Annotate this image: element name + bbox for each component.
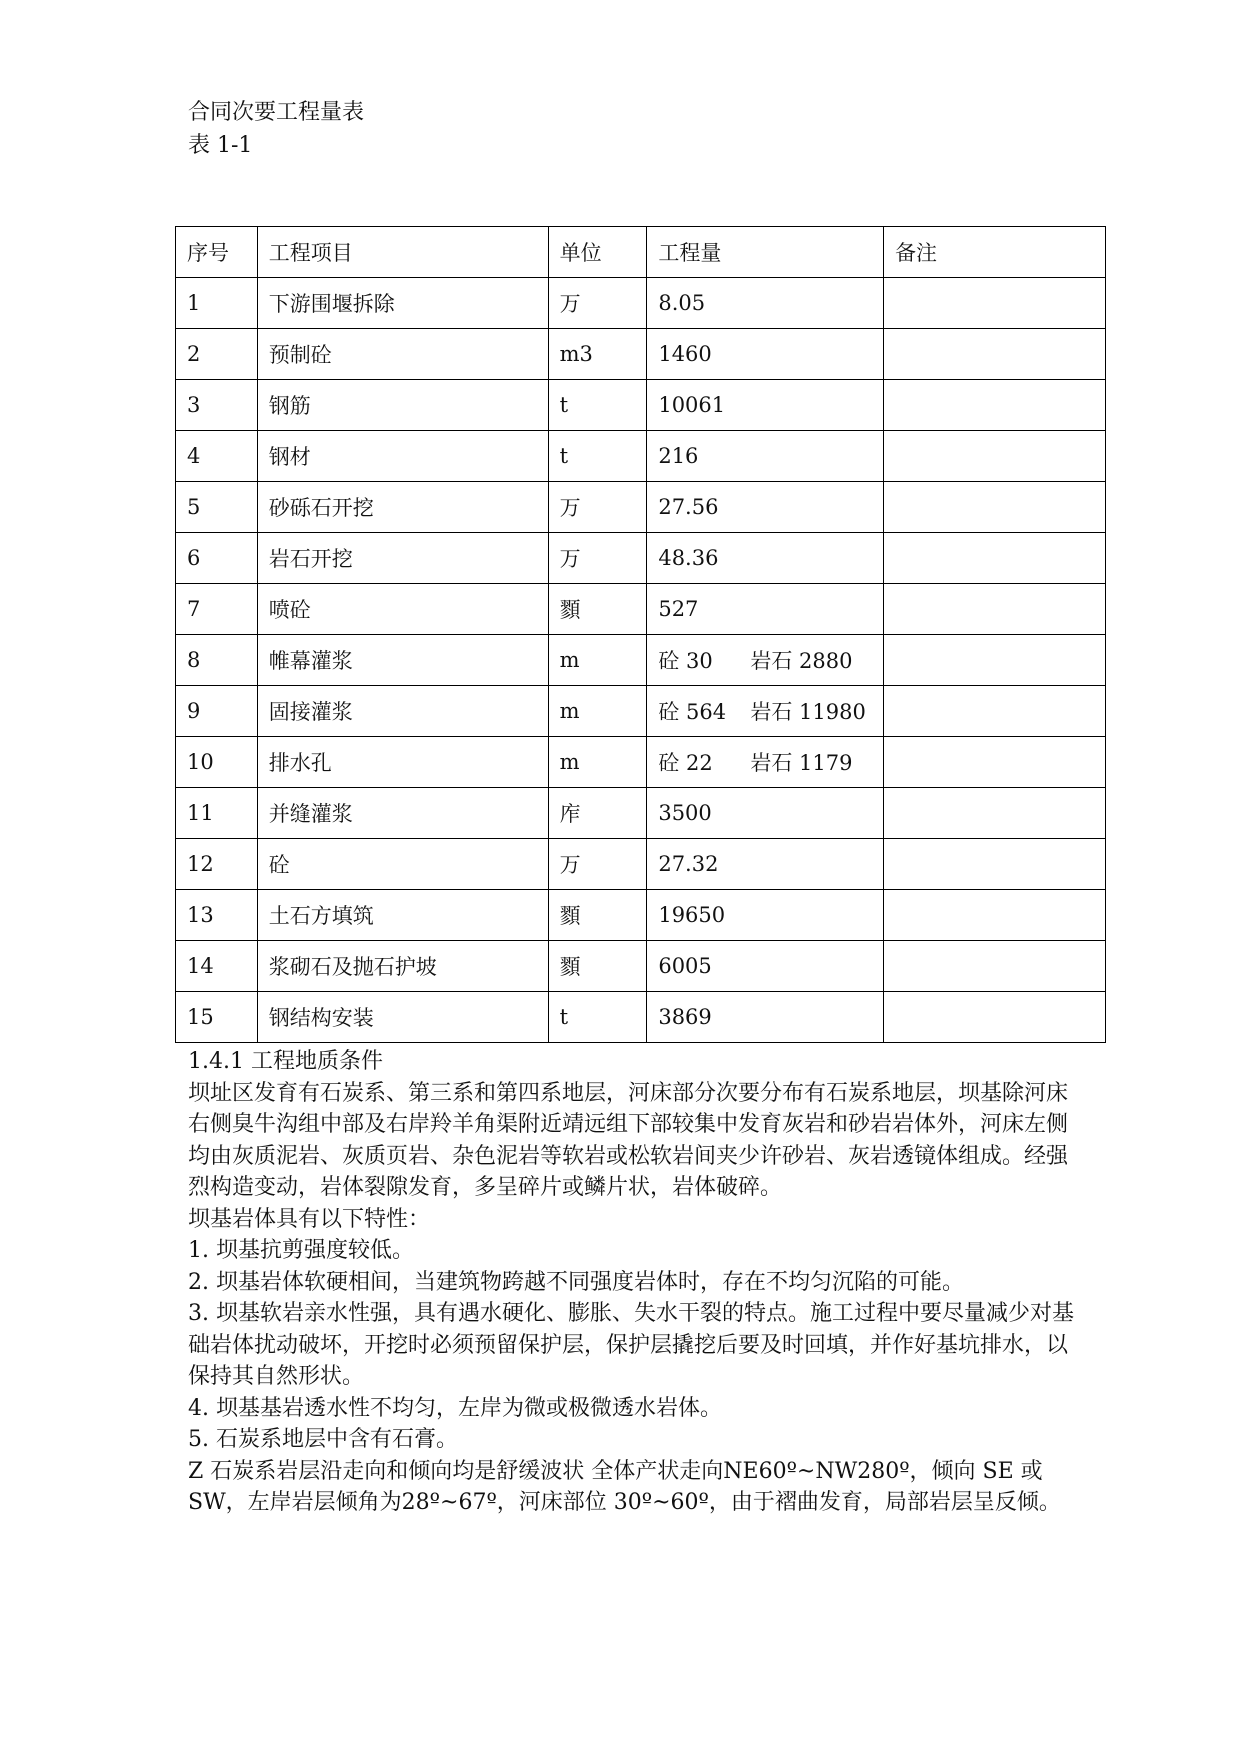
cell-no: 12 [176,839,258,890]
quantity-value: 216 [658,444,699,468]
cell-quantity [647,839,884,890]
cell-no: 7 [176,584,258,635]
cell-note [884,533,1106,584]
cell-item: 预制砼 [257,329,548,380]
table-row [176,533,1106,584]
cell-quantity [647,890,884,941]
table-row [176,278,1106,329]
table-row [176,431,1106,482]
cell-item: 帷幕灌浆 [257,635,548,686]
quantity-value: 6005 [658,954,712,978]
paragraph-overview: 坝址区发育有石炭系、第三系和第四系地层，河床部分次要分布有石炭系地层，坝基除河床右侧臭牛沟组中部及右岸羚羊角渠附近靖远组下部较集中发育灰岩和砂岩岩体外，河床左侧均由灰质泥岩、灰质页岩、杂色泥岩等软岩或松软岩间夹少许砂岩、灰岩透镜体组成。经强烈构造变动，岩体裂隙发育，多呈碎片或鳞片状，岩体破碎。 [188,1080,1069,1200]
cell-unit: m3 [548,329,647,380]
cell-unit: m [548,635,647,686]
cell-quantity [647,431,884,482]
cell-item: 浆砌石及抛石护坡 [257,941,548,992]
header-quantity: 工程量 [647,227,884,278]
list-item-2: 2. 坝基岩体软硬相间，当建筑物跨越不同强度岩体时，存在不均匀沉陷的可能。 [188,1269,964,1295]
table-row [176,584,1106,635]
table-label: 表 1-1 [188,133,253,158]
cell-note [884,329,1106,380]
cell-note [884,686,1106,737]
cell-no: 14 [176,941,258,992]
cell-no: 1 [176,278,258,329]
cell-note [884,839,1106,890]
cell-quantity [647,737,884,788]
cell-no: 8 [176,635,258,686]
geology-section [188,1046,1088,1519]
section-heading: 1.4.1 工程地质条件 [188,1049,383,1074]
cell-quantity [647,788,884,839]
table-header-row [176,227,1106,278]
table-row [176,686,1106,737]
quantity-value: 1460 [658,342,712,366]
table-row [176,788,1106,839]
cell-quantity [647,992,884,1043]
table-row [176,635,1106,686]
cell-no: 4 [176,431,258,482]
cell-quantity [647,380,884,431]
cell-item: 钢材 [257,431,548,482]
cell-note [884,380,1106,431]
header-item: 工程项目 [257,227,548,278]
cell-quantity [647,533,884,584]
cell-note [884,890,1106,941]
cell-item: 固接灌浆 [257,686,548,737]
cell-unit: 顟 [548,941,647,992]
list-item-1: 1. 坝基抗剪强度较低。 [188,1238,414,1263]
table-row [176,839,1106,890]
quantity-value: 527 [658,597,699,621]
cell-item: 并缝灌浆 [257,788,548,839]
cell-note [884,788,1106,839]
cell-item: 钢筋 [257,380,548,431]
table-row [176,992,1106,1043]
header-note: 备注 [884,227,1106,278]
cell-unit: m [548,737,647,788]
cell-quantity [647,635,884,686]
quantity-value: 3869 [658,1005,712,1029]
cell-unit: t [548,431,647,482]
quantity-value: 10061 [658,393,726,417]
table-row [176,329,1106,380]
quantity-value: 48.36 [658,546,719,570]
cell-unit: 万 [548,482,647,533]
cell-item: 排水孔 [257,737,548,788]
cell-unit: 万 [548,278,647,329]
cell-quantity [647,584,884,635]
cell-unit: m [548,686,647,737]
cell-item: 喷砼 [257,584,548,635]
cell-no: 5 [176,482,258,533]
cell-item: 下游围堰拆除 [257,278,548,329]
quantity-table [175,226,1106,1043]
cell-quantity [647,329,884,380]
cell-no: 13 [176,890,258,941]
list-item-4: 4. 坝基基岩透水性不均匀，左岸为微或极微透水岩体。 [188,1395,722,1421]
quantity-value: 19650 [658,903,726,927]
table-body [176,278,1106,1043]
cell-note [884,278,1106,329]
cell-unit: 万 [548,839,647,890]
header-unit: 单位 [548,227,647,278]
quantity-rock-value: 岩石 1179 [750,751,853,775]
cell-quantity [647,686,884,737]
cell-unit: 㡸 [548,788,647,839]
cell-note [884,482,1106,533]
table-row [176,941,1106,992]
quantity-value: 砼 30 [658,649,713,673]
quantity-rock-value: 岩石 2880 [750,649,853,673]
quantity-rock-value: 岩石 11980 [750,700,866,724]
cell-no: 15 [176,992,258,1043]
document-title: 合同次要工程量表 [188,100,365,125]
cell-no: 11 [176,788,258,839]
quantity-value: 27.32 [658,852,719,876]
table-row [176,890,1106,941]
quantity-value: 27.56 [658,495,719,519]
cell-no: 6 [176,533,258,584]
list-item-5: 5. 石炭系地层中含有石膏。 [188,1427,458,1452]
quantity-value: 砼 564 [658,700,727,724]
cell-no: 3 [176,380,258,431]
cell-item: 土石方填筑 [257,890,548,941]
header-no: 序号 [176,227,258,278]
cell-unit: 顟 [548,584,647,635]
cell-item: 岩石开挖 [257,533,548,584]
cell-quantity [647,278,884,329]
cell-item: 砼 [257,839,548,890]
cell-unit: 顟 [548,890,647,941]
quantity-value: 3500 [658,801,712,825]
cell-item: 钢结构安装 [257,992,548,1043]
list-item-3: 3. 坝基软岩亲水性强，具有遇水硬化、膨胀、失水干裂的特点。施工过程中要尽量减少对基础岩体扰动破坏，开挖时必须预留保护层，保护层撬挖后要及时回填，并作好基坑排水，以保持其自然形状。 [188,1301,1074,1389]
cell-note [884,941,1106,992]
cell-note [884,737,1106,788]
table-row [176,380,1106,431]
cell-quantity [647,941,884,992]
cell-quantity [647,482,884,533]
quantity-value: 8.05 [658,291,706,315]
cell-note [884,992,1106,1043]
cell-no: 10 [176,737,258,788]
cell-note [884,431,1106,482]
paragraph-attitude: Z 石炭系岩层沿走向和倾向均是舒缓波状 全体产状走向NE60º~NW280º，倾向 SE 或 SW，左岸岩层倾角为28º~67º，河床部位 30º~60º，由于褶曲发育，局部岩层呈反倾。 [188,1458,1061,1515]
table-row [176,482,1106,533]
cell-unit: 万 [548,533,647,584]
table-row [176,737,1106,788]
cell-note [884,584,1106,635]
cell-note [884,635,1106,686]
quantity-value: 砼 22 [658,751,713,775]
paragraph-properties-intro: 坝基岩体具有以下特性： [188,1206,431,1232]
cell-no: 9 [176,686,258,737]
cell-unit: t [548,380,647,431]
cell-no: 2 [176,329,258,380]
cell-item: 砂砾石开挖 [257,482,548,533]
cell-unit: t [548,992,647,1043]
